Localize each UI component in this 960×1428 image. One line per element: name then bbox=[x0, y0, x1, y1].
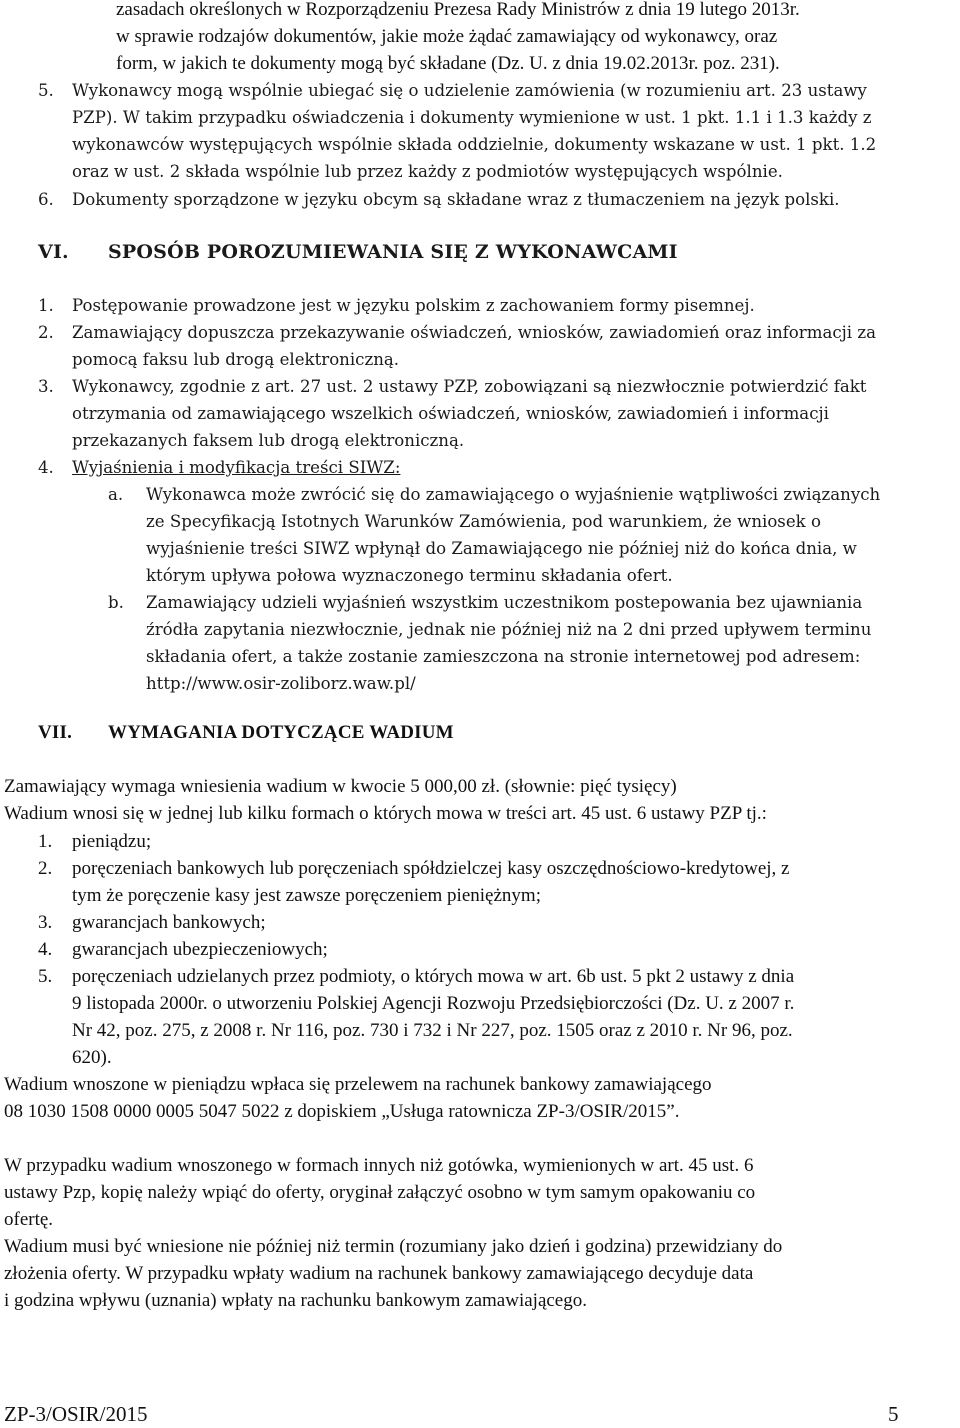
s6-sub-a-line-2: ze Specyfikacją Istotnych Warunków Zamówienia, pod warunkiem, że wniosek o bbox=[146, 512, 821, 531]
s7-form5-line-4: 620). bbox=[72, 1047, 112, 1068]
s7-para2-line-1: W przypadku wadium wnoszonego w formach innych niż gotówka, wymienionych w art. 45 ust. 6 bbox=[4, 1155, 754, 1176]
s7-form2-line-2: tym że poręczenie kasy jest zawsze poręczeniem pieniężnym; bbox=[72, 885, 541, 906]
s7-form1-line-1: pieniądzu; bbox=[72, 831, 152, 852]
top-line-2: w sprawie rodzajów dokumentów, jakie może żądać zamawiający od wykonawcy, oraz bbox=[116, 26, 778, 47]
s7-para1-line-1: Wadium wnoszone w pieniądzu wpłaca się przelewem na rachunek bankowy zamawiającego bbox=[4, 1074, 712, 1095]
s6-sub-a-line-3: wyjaśnienie treści SIWZ wpłynął do Zamawiającego nie później niż do końca dnia, w bbox=[146, 539, 857, 558]
s7-form2-number: 2. bbox=[38, 858, 53, 879]
s6-item4-number: 4. bbox=[38, 458, 54, 477]
s6-item2-line-2: pomocą faksu lub drogą elektroniczną. bbox=[72, 350, 400, 369]
s6-sub-a-letter: a. bbox=[108, 485, 124, 504]
top-line-3: form, w jakich te dokumenty mogą być składane (Dz. U. z dnia 19.02.2013r. poz. 231). bbox=[116, 53, 780, 74]
s6-sub-a-line-4: którym upływa połowa wyznaczonego terminu składania ofert. bbox=[146, 566, 673, 585]
item5-line-4: oraz w ust. 2 składa wspólnie lub przez każdy z podmiotów występujących wspólnie. bbox=[72, 162, 783, 181]
s6-item1-number: 1. bbox=[38, 296, 54, 315]
s7-para3-line-1: Wadium musi być wniesione nie później niż termin (rozumiany jako dzień i godzina) przewidziany do bbox=[4, 1236, 783, 1257]
s6-sub-b-line-1: Zamawiający udzieli wyjaśnień wszystkim uczestnikom postepowania bez ujawniania bbox=[146, 593, 863, 612]
item6-number: 6. bbox=[38, 190, 54, 209]
s7-para3-line-2: złożenia oferty. W przypadku wpłaty wadium na rachunek bankowy zamawiającego decyduje data bbox=[4, 1263, 754, 1284]
s7-form4-number: 4. bbox=[38, 939, 53, 960]
item5-line-2: PZP). W takim przypadku oświadczenia i dokumenty wymienione w ust. 1 pkt. 1.1 i 1.3 każdy z bbox=[72, 108, 872, 127]
s7-form5-number: 5. bbox=[38, 966, 53, 987]
s7-form1-number: 1. bbox=[38, 831, 53, 852]
section6-numeral: VI. bbox=[38, 241, 69, 263]
s6-sub-a-line-1: Wykonawca może zwrócić się do zamawiającego o wyjaśnienie wątpliwości związanych bbox=[146, 485, 881, 504]
s7-intro-2: Wadium wnosi się w jednej lub kilku formach o których mowa w treści art. 45 ust. 6 ustawy PZP tj.: bbox=[4, 803, 767, 824]
s7-form3-line-1: gwarancjach bankowych; bbox=[72, 912, 266, 933]
s6-item3-line-1: Wykonawcy, zgodnie z art. 27 ust. 2 ustawy PZP, zobowiązani są niezwłocznie potwierdzić fakt bbox=[72, 377, 867, 396]
footer-doc-ref: ZP-3/OSIR/2015 bbox=[4, 1402, 148, 1426]
section7-title: WYMAGANIA DOTYCZĄCE WADIUM bbox=[108, 722, 454, 743]
s7-form5-line-1: poręczeniach udzielanych przez podmioty, o których mowa w art. 6b ust. 5 pkt 2 ustawy z dnia bbox=[72, 966, 795, 987]
s7-form3-number: 3. bbox=[38, 912, 53, 933]
s7-form4-line-1: gwarancjach ubezpieczeniowych; bbox=[72, 939, 328, 960]
s6-item2-line-1: Zamawiający dopuszcza przekazywanie oświadczeń, wniosków, zawiadomień oraz informacji za bbox=[72, 323, 876, 342]
s6-item3-number: 3. bbox=[38, 377, 54, 396]
s6-item2-number: 2. bbox=[38, 323, 54, 342]
top-line-1: zasadach określonych w Rozporządzeniu Prezesa Rady Ministrów z dnia 19 lutego 2013r. bbox=[116, 0, 800, 20]
s7-form5-line-2: 9 listopada 2000r. o utworzeniu Polskiej Agencji Rozwoju Przedsiębiorczości (Dz. U. z 2007 r. bbox=[72, 993, 795, 1014]
s6-item3-line-2: otrzymania od zamawiającego wszelkich oświadczeń, wniosków, zawiadomień i informacji bbox=[72, 404, 829, 423]
item5-line-1: Wykonawcy mogą wspólnie ubiegać się o udzielenie zamówienia (w rozumieniu art. 23 ustawy bbox=[72, 81, 867, 100]
item6-text: Dokumenty sporządzone w języku obcym są składane wraz z tłumaczeniem na język polski. bbox=[72, 190, 840, 209]
s7-para2-line-2: ustawy Pzp, kopię należy wpiąć do oferty, oryginał załączyć osobno w tym samym opakowaniu co bbox=[4, 1182, 756, 1203]
s6-item3-line-3: przekazanych faksem lub drogą elektroniczną. bbox=[72, 431, 465, 450]
item5-number: 5. bbox=[38, 81, 54, 100]
s6-sub-b-letter: b. bbox=[108, 593, 124, 612]
s6-item4-heading: Wyjaśnienia i modyfikacja treści SIWZ: bbox=[72, 458, 401, 477]
s6-sub-b-line-2: źródła zapytania niezwłocznie, jednak nie później niż na 2 dni przed upływem terminu bbox=[146, 620, 872, 639]
s6-sub-b-url: http://www.osir-zoliborz.waw.pl/ bbox=[146, 674, 416, 693]
section6-title: SPOSÓB POROZUMIEWANIA SIĘ Z WYKONAWCAMI bbox=[108, 241, 678, 263]
s7-form5-line-3: Nr 42, poz. 275, z 2008 r. Nr 116, poz. 730 i 732 i Nr 227, poz. 1505 oraz z 2010 r. Nr 96, poz. bbox=[72, 1020, 793, 1041]
section7-numeral: VII. bbox=[38, 722, 73, 743]
item5-line-3: wykonawców występujących wspólnie składa oddzielnie, dokumenty wskazane w ust. 1 pkt. 1.2 bbox=[72, 135, 877, 154]
footer-page-number: 5 bbox=[888, 1402, 899, 1426]
s7-form2-line-1: poręczeniach bankowych lub poręczeniach spółdzielczej kasy oszczędnościowo-kredytowej, z bbox=[72, 858, 790, 879]
s6-sub-b-line-3: składania ofert, a także zostanie zamieszczona na stronie internetowej pod adresem: bbox=[146, 647, 861, 666]
s7-para2-line-3: ofertę. bbox=[4, 1209, 54, 1230]
s7-para1-line-2: 08 1030 1508 0000 0005 5047 5022 z dopiskiem „Usługa ratownicza ZP-3/OSIR/2015”. bbox=[4, 1101, 680, 1122]
s7-intro-1: Zamawiający wymaga wniesienia wadium w kwocie 5 000,00 zł. (słownie: pięć tysięcy) bbox=[4, 776, 677, 797]
s6-item1-line-1: Postępowanie prowadzone jest w języku polskim z zachowaniem formy pisemnej. bbox=[72, 296, 755, 315]
s7-para3-line-3: i godzina wpływu (uznania) wpłaty na rachunku bankowym zamawiającego. bbox=[4, 1290, 587, 1311]
